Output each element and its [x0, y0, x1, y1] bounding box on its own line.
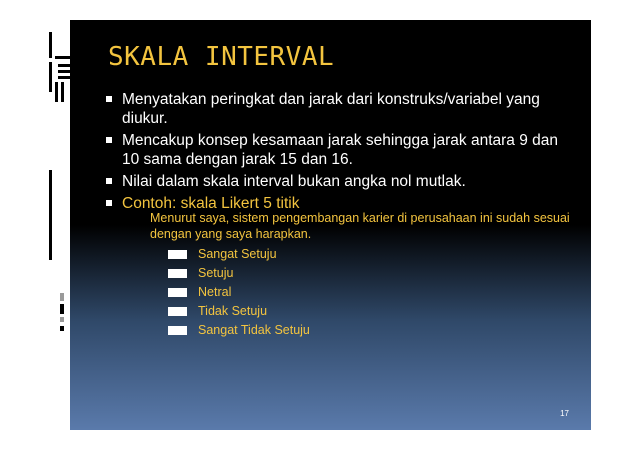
- example-statement: Menurut saya, sistem pengembangan karier di perusahaan ini sudah sesuai dengan yang saya harapkan.: [150, 211, 570, 241]
- likert-option: [168, 302, 310, 321]
- page-number: 17: [560, 409, 569, 418]
- bullet-text: Nilai dalam skala interval bukan angka nol mutlak.: [122, 173, 466, 190]
- bullet-item: [106, 131, 576, 169]
- likert-option: [168, 283, 310, 302]
- bullet-square-icon: [106, 137, 112, 143]
- option-label: Tidak Setuju: [198, 304, 268, 318]
- likert-option: [168, 264, 310, 283]
- option-checkbox: [168, 307, 187, 316]
- bullet-list: [106, 90, 576, 216]
- slide: [46, 20, 591, 430]
- option-checkbox: [168, 288, 187, 297]
- option-label: Sangat Setuju: [198, 247, 277, 261]
- option-label: Netral: [198, 285, 232, 299]
- bullet-square-icon: [106, 200, 112, 206]
- decorative-strip: [46, 20, 70, 430]
- likert-options: [168, 245, 310, 340]
- slide-title: SKALA INTERVAL: [108, 42, 335, 72]
- likert-option: [168, 321, 310, 340]
- bullet-text: Contoh: skala Likert 5 titik: [122, 195, 300, 212]
- bullet-text: Menyatakan peringkat dan jarak dari konstruks/variabel yang diukur.: [122, 91, 540, 127]
- option-label: Setuju: [198, 266, 234, 280]
- option-checkbox: [168, 326, 187, 335]
- option-checkbox: [168, 269, 187, 278]
- bullet-square-icon: [106, 178, 112, 184]
- bullet-square-icon: [106, 96, 112, 102]
- bullet-item: [106, 90, 576, 128]
- likert-option: [168, 245, 310, 264]
- option-label: Sangat Tidak Setuju: [198, 323, 310, 337]
- option-checkbox: [168, 250, 187, 259]
- bullet-item: [106, 172, 576, 191]
- bullet-text: Mencakup konsep kesamaan jarak sehingga jarak antara 9 dan 10 sama dengan jarak 15 dan 16.: [122, 132, 558, 168]
